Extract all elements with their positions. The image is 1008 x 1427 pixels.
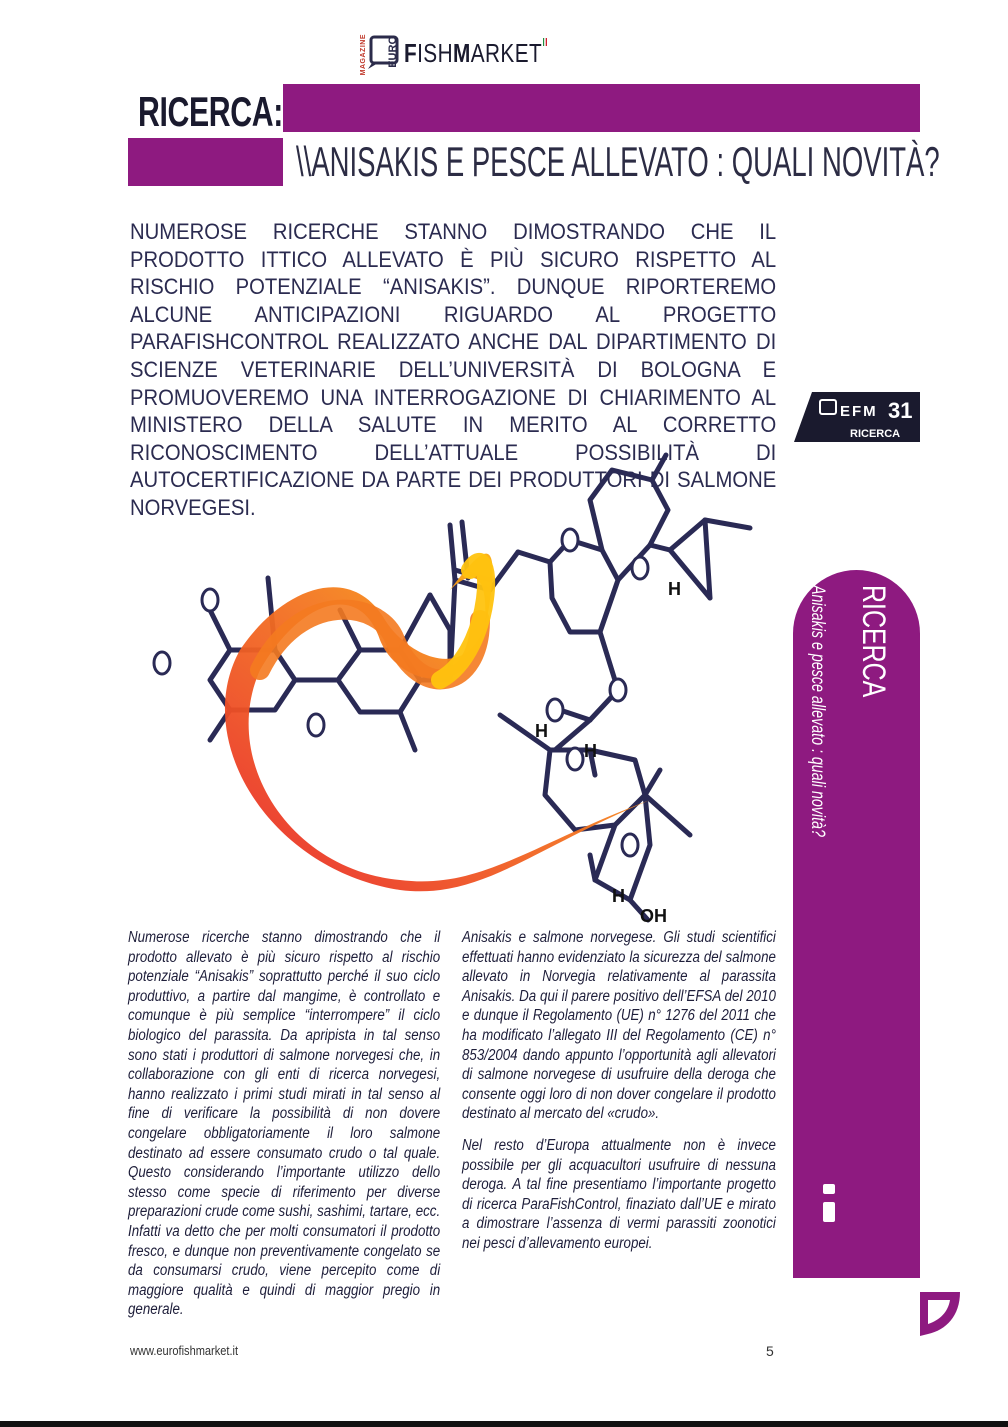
section-kicker: RICERCA: [138,88,283,135]
article-headline: \\ANISAKIS E PESCE ALLEVATO : QUALI NOVITÀ? [296,138,940,185]
logo-magazine-text: MAGAZINE [360,34,367,76]
molecule-illustration [150,450,800,930]
page-number: 5 [766,1343,774,1359]
badge-number: 31 [888,398,913,423]
molecule-label-h2: H [535,721,548,741]
badge-section: RICERCA [850,428,901,440]
italian-flag-icon [543,38,547,46]
logo-brand-text: FISHMARKET [404,38,543,68]
footer-website-link[interactable]: www.eurofishmarket.it [130,1343,239,1358]
body-paragraph: Anisakis e salmone norvegese. Gli studi scientifici effettuati hanno evidenziato la sicurezza del salmone allevato in Norvegia relativamente al parassita Anisakis. Da qui il parere positivo dell’EFSA del 2010 e dunque il Regolamento (UE) n° 1276 del 2011 che ha modificato l’allegato III del Regolamento (CE) n° 853/2004 dando appunto l’opportunità agli allevatori di salmone norvegese di usufruire della deroga che consente oggi loro di non dover congelare il prodotto destinato al mercato del «crudo». [462,929,776,1123]
molecule-bonds [210,455,750,920]
molecule-label-h4: H [612,886,625,906]
body-column-right [462,928,776,1266]
molecule-label-h3: H [584,741,597,761]
title-bar-top [283,84,920,132]
body-paragraph: Numerose ricerche stanno dimostrando che il prodotto allevato è più sicuro rispetto al rischio potenziale “Anisakis” soprattutto perché il suo ciclo produttivo, a partire dal mangime, è controllato e comunque è più semplice “interrompere” il ciclo biologico del parassita. Da apripista in tal senso sono stati i produttori di salmone norvegesi che, in collaborazione con gli enti di ricerca norvegesi, hanno realizzato i primi studi mirati in tal senso al fine di verificare la possibilità di non dovere congelare obbligatoriamente il loro salmone destinato ad essere consumato crudo o tal quale. Questo considerando l’importante utilizzo dello stesso come specie di riferimento per diverse preparazioni crude come sushi, sashimi, tartare, ecc. Infatti va detto che per molti consumatori il prodotto fresco, e dunque non preventivamente congelato se da consumarsi crudo, viene percepito come di maggiore qualità e quindi di maggior pregio in generale. [128,929,441,1319]
molecule-label-h1: H [668,579,681,599]
molecule-label-oh: OH [640,906,667,926]
tab-bar-icon [823,1202,835,1222]
body-column-left [128,928,440,1332]
side-tab-title: RICERCA [856,585,892,698]
bottom-border [0,1421,1008,1427]
badge-label: EFM [840,403,878,420]
tab-dot-icon [823,1184,835,1194]
lead-paragraph: NUMEROSE RICERCHE STANNO DIMOSTRANDO CHE IL PRODOTTO ITTICO ALLEVATO È PIÙ SICURO RISPETTO AL RISCHIO POTENZIALE “ANISAKIS”. DUNQUE RIPORTEREMO ALCUNE ANTICIPAZIONI RIGUARDO AL PROGETTO PARAFISHCONTROL REALIZZATO ANCHE DAL DIPARTIMENTO DI SCIENZE VETERINARIE DELL’UNIVERSITÀ DI BOLOGNA E PROMUOVEREMO UNA INTERROGAZIONE DI CHIARIMENTO AL MINISTERO DELLA SALUTE IN MERITO AL CORRETTO RICONOSCIMENTO DELL’ATTUALE POSSIBILITÀ DI AUTOCERTIFICAZIONE DA PARTE DEI PRODUTTORI DI SALMONE NORVEGESI. [130,219,777,520]
corner-logo-icon [918,1290,962,1336]
magazine-logo [360,28,560,76]
side-tab-subtitle: Anisakis e pesce allevato : quali novità? [807,585,828,837]
efm-issue-badge [794,392,920,442]
logo-euro-text: EURO [387,36,399,68]
body-paragraph: Nel resto d’Europa attualmente non è invece possibile per gli acquacultori usufruire di nessuna deroga. A tal fine presentiamo l’importante progetto di ricerca ParaFishControl, finaziato dall’UE e mirato a dimostrare l’assenza di vermi parassiti zoonotici nei pesci d’allevamento europei. [462,1136,776,1252]
title-bar-bottom [128,138,283,186]
